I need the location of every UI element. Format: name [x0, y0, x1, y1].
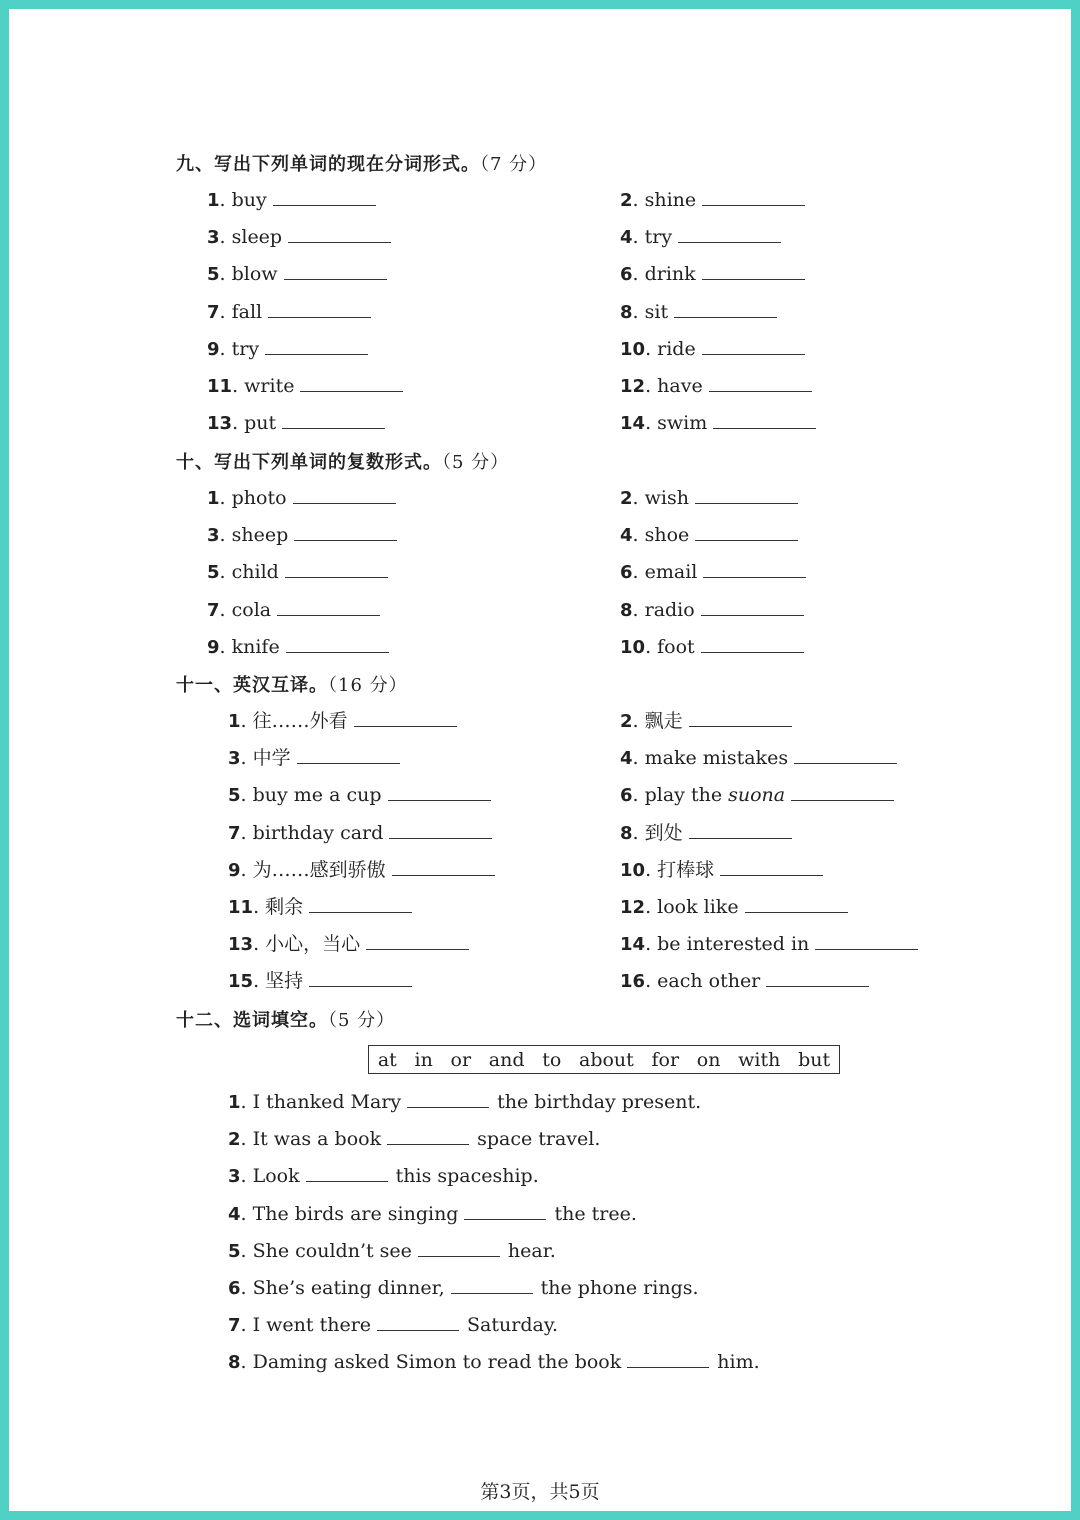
answer-blank[interactable] — [720, 857, 823, 876]
item-text: . birthday card — [240, 821, 384, 844]
answer-blank[interactable] — [366, 931, 469, 950]
item-text: . ride — [645, 337, 696, 360]
s12-sentence-4 — [228, 1201, 637, 1227]
item-text: . sit — [632, 300, 669, 323]
sentence-before: . I went there — [240, 1314, 372, 1337]
answer-blank[interactable] — [389, 820, 492, 839]
sentence-before: . She’s eating dinner, — [240, 1277, 445, 1299]
s9-item-1 — [207, 187, 376, 213]
sentence-before: . The birds are singing — [240, 1202, 459, 1225]
s9-item-9 — [207, 336, 368, 362]
sentence-after: hear. — [507, 1239, 556, 1262]
s9-item-4 — [620, 224, 781, 250]
answer-blank[interactable] — [392, 857, 495, 876]
item-number: 1 — [207, 190, 220, 211]
item-text: . swim — [645, 412, 708, 435]
s9-item-8 — [620, 299, 777, 325]
sentence-after: him. — [717, 1351, 760, 1374]
s10-item-2 — [620, 485, 798, 511]
word-bank-word: at — [377, 1048, 397, 1071]
section-11-heading: 十一、英汉互译。 — [176, 675, 328, 696]
s11-item-5 — [228, 782, 491, 808]
s11-item-2 — [620, 708, 792, 734]
item-number: 7 — [207, 599, 220, 621]
item-number: 2 — [620, 711, 633, 732]
section-10-title — [176, 448, 509, 474]
item-number: 4 — [620, 227, 633, 249]
s12-sentence-7 — [228, 1312, 558, 1338]
item-italic-text: suona — [728, 784, 786, 807]
answer-blank[interactable] — [297, 745, 400, 764]
item-number: 2 — [228, 1129, 241, 1151]
answer-blank[interactable] — [695, 485, 798, 504]
sentence-after: this spaceship. — [395, 1165, 539, 1188]
s11-item-14 — [620, 931, 918, 957]
section-9-points: （7 分） — [480, 154, 548, 175]
item-number: 4 — [228, 1203, 241, 1225]
section-10-points: （5 分） — [442, 452, 510, 473]
answer-blank[interactable] — [745, 894, 848, 913]
s10-item-5 — [207, 559, 388, 585]
item-text: . buy — [219, 189, 267, 211]
item-number: 10 — [620, 636, 646, 658]
word-bank-word: with — [738, 1048, 781, 1071]
s9-item-2 — [620, 187, 805, 213]
item-text: . buy me a cup — [240, 784, 382, 807]
s11-item-8 — [620, 820, 792, 846]
item-number: 13 — [207, 413, 233, 435]
s9-item-10 — [620, 336, 805, 362]
item-text: . 剩余 — [253, 896, 304, 918]
s10-item-1 — [207, 485, 396, 511]
answer-blank[interactable] — [689, 708, 792, 727]
s10-item-6 — [620, 559, 806, 585]
s9-item-11 — [207, 373, 403, 399]
item-text: . 为……感到骄傲 — [240, 858, 386, 881]
answer-blank[interactable] — [268, 299, 371, 318]
answer-blank[interactable] — [703, 559, 806, 578]
item-number: 3 — [228, 748, 241, 770]
answer-blank[interactable] — [695, 522, 798, 541]
answer-blank[interactable] — [377, 1312, 459, 1331]
s12-sentence-6 — [228, 1275, 699, 1301]
item-text: . drink — [632, 263, 696, 286]
answer-blank[interactable] — [265, 336, 368, 355]
item-number: 14 — [620, 934, 646, 956]
item-text: . each other — [645, 970, 761, 993]
item-number: 6 — [228, 1278, 241, 1299]
word-bank-word: to — [542, 1048, 562, 1071]
item-number: 6 — [620, 264, 633, 286]
section-9-heading: 九、写出下列单词的现在分词形式。 — [176, 154, 480, 175]
item-text: . 坚持 — [253, 970, 304, 993]
answer-blank[interactable] — [709, 373, 812, 392]
word-bank-word: or — [450, 1048, 472, 1071]
item-number: 1 — [228, 711, 241, 732]
item-text: . write — [232, 375, 295, 397]
answer-blank[interactable] — [702, 187, 805, 206]
item-number: 8 — [228, 1352, 241, 1374]
item-text: . shine — [632, 189, 697, 211]
s10-item-10 — [620, 634, 804, 660]
answer-blank[interactable] — [627, 1349, 709, 1368]
answer-blank[interactable] — [284, 261, 387, 280]
answer-blank[interactable] — [282, 410, 385, 429]
s12-sentence-3 — [228, 1163, 539, 1189]
item-number: 2 — [620, 488, 633, 509]
item-number: 5 — [207, 562, 220, 584]
item-text: . 小心，当心 — [253, 933, 361, 956]
word-bank-word: and — [488, 1048, 525, 1071]
answer-blank[interactable] — [794, 745, 897, 764]
item-number: 14 — [620, 413, 646, 435]
answer-blank[interactable] — [388, 782, 491, 801]
answer-blank[interactable] — [674, 299, 777, 318]
s10-item-9 — [207, 634, 389, 660]
answer-blank[interactable] — [306, 1163, 388, 1182]
answer-blank[interactable] — [451, 1275, 533, 1294]
s10-item-8 — [620, 597, 804, 623]
answer-blank[interactable] — [285, 559, 388, 578]
sentence-before: . Daming asked Simon to read the book — [240, 1351, 622, 1374]
sentence-before: . She couldn’t see — [240, 1239, 412, 1262]
item-text: . 到处 — [632, 821, 683, 844]
item-text: . try — [632, 226, 673, 249]
item-number: 16 — [620, 971, 646, 993]
item-number: 3 — [228, 1166, 241, 1188]
answer-blank[interactable] — [293, 485, 396, 504]
s11-item-1 — [228, 708, 457, 734]
answer-blank[interactable] — [273, 187, 376, 206]
s11-item-3 — [228, 745, 400, 771]
item-number: 1 — [207, 488, 220, 509]
answer-blank[interactable] — [309, 968, 412, 987]
word-bank-box — [368, 1045, 840, 1074]
item-text: . blow — [219, 263, 278, 286]
item-text: . sleep — [219, 226, 283, 249]
answer-blank[interactable] — [387, 1126, 469, 1145]
sentence-before: . I thanked Mary — [240, 1091, 402, 1113]
item-text: . cola — [219, 598, 272, 621]
sentence-after: space travel. — [477, 1128, 601, 1151]
item-text: . 飘走 — [632, 710, 683, 732]
s9-item-13 — [207, 410, 385, 436]
word-bank-word: for — [651, 1048, 680, 1071]
item-number: 7 — [228, 1315, 241, 1337]
item-number: 1 — [228, 1092, 241, 1113]
item-number: 8 — [620, 822, 633, 844]
s9-item-7 — [207, 299, 371, 325]
s9-item-12 — [620, 373, 812, 399]
item-number: 7 — [228, 822, 241, 844]
s12-sentence-1 — [228, 1089, 701, 1115]
item-number: 9 — [207, 636, 220, 658]
item-number: 6 — [620, 562, 633, 584]
answer-blank[interactable] — [678, 224, 781, 243]
sentence-before: . Look — [240, 1165, 300, 1188]
answer-blank[interactable] — [713, 410, 816, 429]
item-text: . try — [219, 337, 260, 360]
answer-blank[interactable] — [418, 1238, 500, 1257]
answer-blank[interactable] — [464, 1201, 546, 1220]
s11-item-11 — [228, 894, 412, 920]
section-12-heading: 十二、选词填空。 — [176, 1010, 328, 1031]
answer-blank[interactable] — [300, 373, 403, 392]
sentence-before: . It was a book — [240, 1128, 382, 1151]
s10-item-4 — [620, 522, 798, 548]
item-text: . wish — [632, 487, 689, 509]
item-number: 12 — [620, 376, 646, 397]
s12-sentence-8 — [228, 1349, 760, 1375]
sentence-after: Saturday. — [467, 1314, 559, 1337]
item-text: . foot — [645, 635, 695, 658]
item-text: . email — [632, 561, 698, 584]
word-bank-word: but — [798, 1048, 831, 1071]
section-10-heading: 十、写出下列单词的复数形式。 — [176, 452, 442, 473]
item-number: 8 — [620, 301, 633, 323]
answer-blank[interactable] — [277, 597, 380, 616]
item-number: 4 — [620, 748, 633, 770]
answer-blank[interactable] — [294, 522, 397, 541]
item-number: 4 — [620, 525, 633, 547]
item-number: 7 — [207, 301, 220, 323]
s11-item-7 — [228, 820, 492, 846]
s11-item-10 — [620, 857, 823, 883]
sentence-after: the birthday present. — [497, 1091, 702, 1113]
item-text: . sheep — [219, 524, 289, 547]
s12-sentence-2 — [228, 1126, 600, 1152]
answer-blank[interactable] — [407, 1089, 489, 1108]
item-text: . shoe — [632, 524, 690, 547]
answer-blank[interactable] — [354, 708, 457, 727]
sentence-after: the phone rings. — [540, 1277, 699, 1299]
answer-blank[interactable] — [766, 968, 869, 987]
item-number: 6 — [620, 785, 633, 807]
item-number: 5 — [228, 1240, 241, 1262]
section-11-title — [176, 671, 408, 697]
answer-blank[interactable] — [689, 820, 792, 839]
answer-blank[interactable] — [309, 894, 412, 913]
s11-item-6 — [620, 782, 894, 808]
item-number: 9 — [207, 338, 220, 360]
sentence-after: the tree. — [554, 1202, 637, 1225]
item-number: 9 — [228, 859, 241, 881]
s9-item-14 — [620, 410, 816, 436]
s12-sentence-5 — [228, 1238, 556, 1264]
item-number: 10 — [620, 338, 646, 360]
item-text: . put — [232, 412, 277, 435]
section-11-points: （16 分） — [328, 675, 408, 696]
item-number: 3 — [207, 525, 220, 547]
item-text: . fall — [219, 300, 263, 323]
s11-item-4 — [620, 745, 897, 771]
item-text: . 往……外看 — [240, 710, 348, 732]
item-number: 12 — [620, 897, 646, 918]
s11-item-9 — [228, 857, 495, 883]
item-number: 11 — [228, 897, 254, 918]
s11-item-15 — [228, 968, 412, 994]
answer-blank[interactable] — [286, 634, 389, 653]
s9-item-5 — [207, 261, 387, 287]
item-text: . radio — [632, 598, 695, 621]
answer-blank[interactable] — [791, 782, 894, 801]
item-number: 13 — [228, 934, 254, 956]
item-number: 2 — [620, 190, 633, 211]
item-text: . photo — [219, 487, 287, 509]
answer-blank[interactable] — [815, 931, 918, 950]
item-text: . make mistakes — [632, 747, 789, 770]
item-text: . 中学 — [240, 747, 291, 770]
s11-item-16 — [620, 968, 869, 994]
item-number: 15 — [228, 971, 254, 993]
page-footer: 第3页，共5页 — [480, 1481, 600, 1503]
s9-item-6 — [620, 261, 805, 287]
answer-blank[interactable] — [288, 224, 391, 243]
answer-blank[interactable] — [701, 634, 804, 653]
item-text: . 打棒球 — [645, 858, 715, 881]
item-number: 10 — [620, 859, 646, 881]
s10-item-3 — [207, 522, 397, 548]
item-text: . child — [219, 561, 279, 584]
word-bank-word: in — [414, 1048, 433, 1071]
answer-blank[interactable] — [702, 261, 805, 280]
s10-item-7 — [207, 597, 380, 623]
word-bank-word: on — [696, 1048, 721, 1071]
section-9-title — [176, 150, 547, 176]
item-text: . have — [645, 375, 703, 397]
item-number: 5 — [228, 785, 241, 807]
item-number: 3 — [207, 227, 220, 249]
s11-item-13 — [228, 931, 469, 957]
item-text: . be interested in — [645, 933, 810, 956]
section-12-points: （5 分） — [328, 1010, 396, 1031]
item-text: . look like — [645, 896, 739, 918]
item-text: . knife — [219, 635, 280, 658]
item-number: 11 — [207, 376, 233, 397]
answer-blank[interactable] — [702, 336, 805, 355]
s11-item-12 — [620, 894, 848, 920]
item-number: 5 — [207, 264, 220, 286]
section-12-title — [176, 1006, 395, 1032]
word-bank-word: about — [579, 1048, 634, 1071]
s9-item-3 — [207, 224, 391, 250]
item-number: 8 — [620, 599, 633, 621]
answer-blank[interactable] — [701, 597, 804, 616]
item-text: . play the — [632, 784, 723, 807]
